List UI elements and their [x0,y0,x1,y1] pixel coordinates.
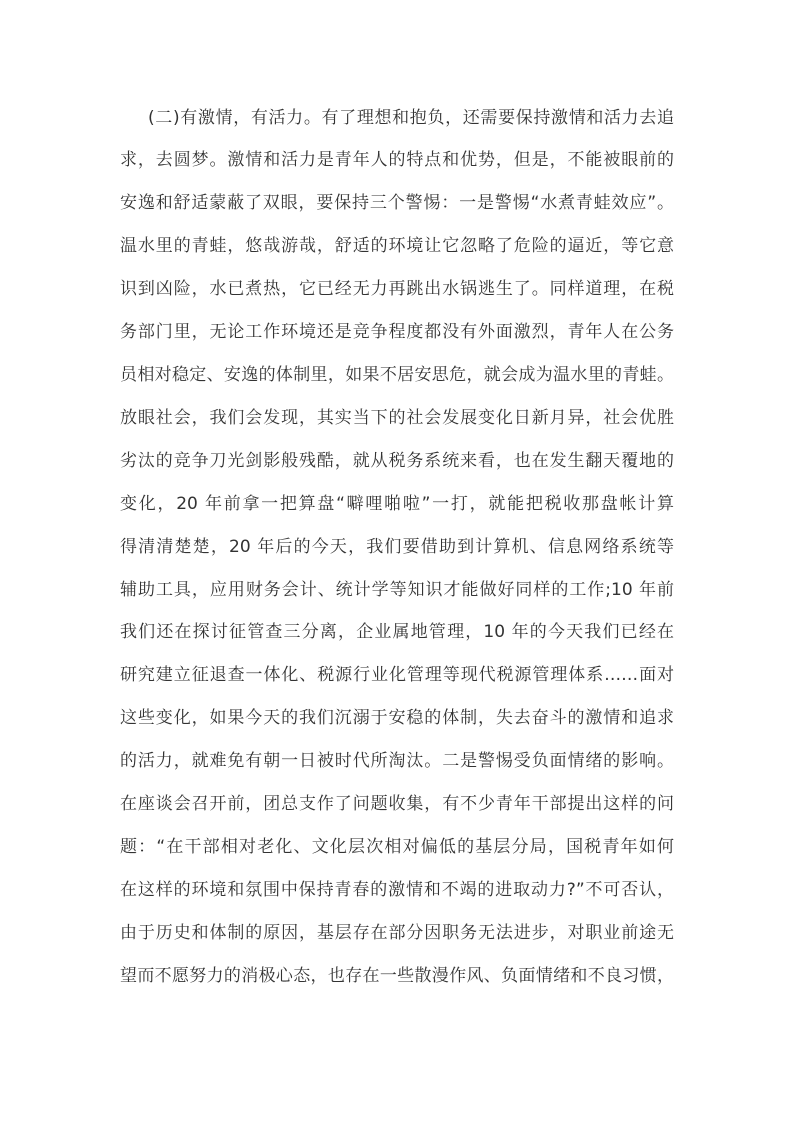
text-line: 务部门里，无论工作环境还是竞争程度都没有外面激烈，青年人在公务 [120,322,674,342]
text-line: 在座谈会召开前，团总支作了问题收集，有不少青年干部提出这样的问 [120,794,674,814]
text-line: 变化，20 年前拿一把算盘“噼哩啪啦”一打，就能把税收那盘帐计算 [120,494,674,514]
text-line: 在这样的环境和氛围中保持青春的激情和不竭的进取动力?”不可否认， [120,880,674,900]
text-line: (二)有激情，有活力。有了理想和抱负，还需要保持激情和活力去追 [148,108,674,128]
text-line: 放眼社会，我们会发现，其实当下的社会发展变化日新月异，社会优胜 [120,408,674,428]
text-line: 的活力，就难免有朝一日被时代所淘汰。二是警惕受负面情绪的影响。 [120,751,674,771]
text-line: 辅助工具，应用财务会计、统计学等知识才能做好同样的工作;10 年前 [120,580,674,600]
text-line: 温水里的青蛙，悠哉游哉，舒适的环境让它忽略了危险的逼近，等它意 [120,236,674,256]
text-line: 劣汰的竞争刀光剑影般残酷，就从税务系统来看，也在发生翻天覆地的 [120,451,674,471]
text-line: 题：“在干部相对老化、文化层次相对偏低的基层分局，国税青年如何 [120,837,674,857]
text-line: 安逸和舒适蒙蔽了双眼，要保持三个警惕：一是警惕“水煮青蛙效应”。 [120,193,674,213]
text-line: 我们还在探讨征管查三分离，企业属地管理，10 年的今天我们已经在 [120,622,674,642]
text-line: 得清清楚楚，20 年后的今天，我们要借助到计算机、信息网络系统等 [120,537,674,557]
text-line: 识到凶险，水已煮热，它已经无力再跳出水锅逃生了。同样道理，在税 [120,279,674,299]
text-line: 求，去圆梦。激情和活力是青年人的特点和优势，但是，不能被眼前的 [120,150,674,170]
text-line: 研究建立征退查一体化、税源行业化管理等现代税源管理体系……面对 [120,665,674,685]
text-line: 望而不愿努力的消极心态，也存在一些散漫作风、负面情绪和不良习惯， [120,966,674,986]
text-line: 这些变化，如果今天的我们沉溺于安稳的体制，失去奋斗的激情和追求 [120,708,674,728]
text-line: 员相对稳定、安逸的体制里，如果不居安思危，就会成为温水里的青蛙。 [120,365,674,385]
text-line: 由于历史和体制的原因，基层存在部分因职务无法进步，对职业前途无 [120,923,674,943]
